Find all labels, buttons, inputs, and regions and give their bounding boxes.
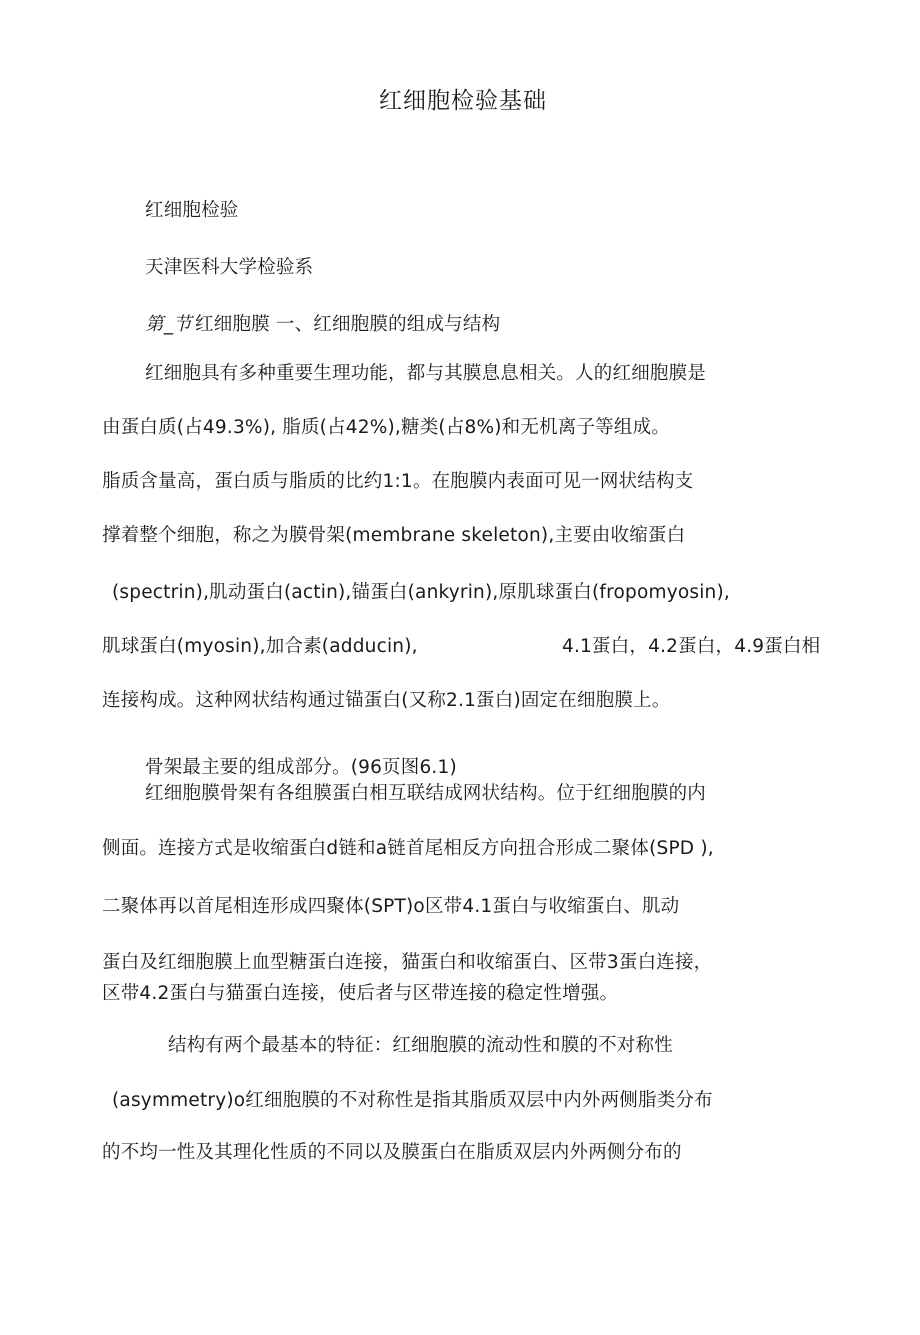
- text-line-16: 区带4.2蛋白与猫蛋白连接，使后者与区带连接的稳定性增强。: [102, 983, 619, 1004]
- text-line-18: (asymmetry)o红细胞膜的不对称性是指其脂质双层中内外两侧脂类分布: [112, 1090, 713, 1111]
- text-line-6: 脂质含量高，蛋白质与脂质的比约1:1。在胞膜内表面可见一网状结构支: [102, 471, 694, 492]
- text-line-17: 结构有两个最基本的特征：红细胞膜的流动性和膜的不对称性: [168, 1035, 673, 1056]
- text-line-14: 二聚体再以首尾相连形成四聚体(SPT)o区带4.1蛋白与收缩蛋白、肌动: [102, 896, 680, 917]
- text-line-9a: 肌球蛋白(myosin),加合素(adducin),: [102, 636, 418, 657]
- text-line-12: 红细胞膜骨架有各组膜蛋白相互联结成网状结构。位于红细胞膜的内: [145, 783, 707, 804]
- text-line-8: (spectrin),肌动蛋白(actin),锚蛋白(ankyrin),原肌球蛋白(fropomyosin),: [112, 582, 730, 603]
- text-line-7: 撑着整个细胞，称之为膜骨架(membrane skeleton),主要由收缩蛋白: [102, 525, 686, 546]
- text-line-10: 连接构成。这种网状结构通过锚蛋白(又称2.1蛋白)固定在细胞膜上。: [102, 690, 671, 711]
- document-title: 红细胞检验基础: [379, 88, 547, 114]
- section-number: 第_节: [145, 314, 192, 335]
- text-line-5: 由蛋白质(占49.3%), 脂质(占42%),糖类(占8%)和无机离子等组成。: [102, 417, 670, 438]
- text-line-19: 的不均一性及其理化性质的不同以及膜蛋白在脂质双层内外两侧分布的: [102, 1142, 682, 1163]
- text-line-13: 侧面。连接方式是收缩蛋白d链和a链首尾相反方向扭合形成二聚体(SPD ),: [102, 838, 714, 859]
- text-line-15: 蛋白及红细胞膜上血型糖蛋白连接，猫蛋白和收缩蛋白、区带3蛋白连接，: [102, 952, 713, 973]
- text-line-4: 红细胞具有多种重要生理功能，都与其膜息息相关。人的红细胞膜是: [145, 363, 707, 384]
- text-line-11: 骨架最主要的组成部分。(96页图6.1): [145, 757, 457, 778]
- section-heading: 红细胞膜 一、红细胞膜的组成与结构: [195, 314, 501, 335]
- text-line-2: 天津医科大学检验系: [145, 257, 314, 278]
- text-line-9b: 4.1蛋白，4.2蛋白，4.9蛋白相: [562, 636, 821, 657]
- text-line-1: 红细胞检验: [145, 200, 239, 221]
